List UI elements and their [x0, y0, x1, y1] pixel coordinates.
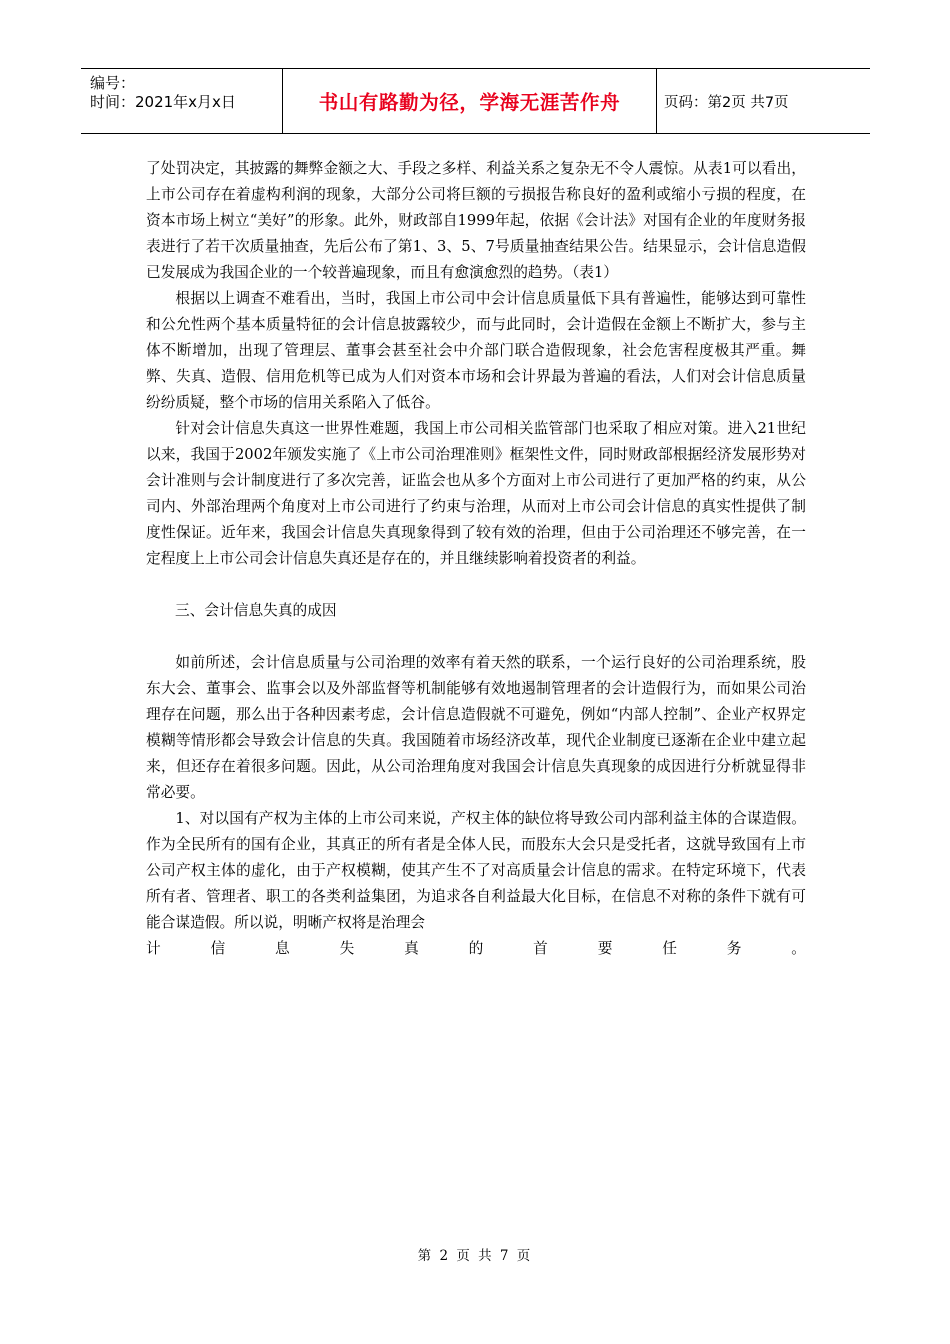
header-motto: 书山有路勤为径，学海无涯苦作舟	[283, 69, 657, 133]
document-body	[146, 156, 806, 962]
paragraph-2: 根据以上调查不难看出，当时，我国上市公司中会计信息质量低下具有普遍性，能够达到可靠性和公允性两个基本质量特征的会计信息披露较少，而与此同时，会计造假在金额上不断扩大，参与主体不断增加，出现了管理层、董事会甚至社会中介部门联合造假现象，社会危害程度极其严重。舞弊、失真、造假、信用危机等已成为人们对资本市场和会计界最为普遍的看法，人们对会计信息质量纷纷质疑，整个市场的信用关系陷入了低谷。	[146, 290, 806, 411]
paragraph-5-last-line: 计信息失真的首要任务。	[146, 940, 806, 957]
header-time-label: 时间：2021年x月x日	[90, 93, 236, 111]
header-page-code: 页码：第2页 共7页	[664, 94, 789, 111]
page-footer: 第 2 页 共 7 页	[417, 1248, 533, 1264]
section-heading: 三、会计信息失真的成因	[175, 602, 337, 619]
paragraph-1: 了处罚决定，其披露的舞弊金额之大、手段之多样、利益关系之复杂无不令人震惊。从表1可以看出，上市公司存在着虚构利润的现象，大部分公司将巨额的亏损报告称良好的盈利或缩小亏损的程度，在资本市场上树立“美好”的形象。此外，财政部自1999年起，依据《会计法》对国有企业的年度财务报表进行了若干次质量抽查，先后公布了第1、3、5、7号质量抽查结果公告。结果显示，会计信息造假已发展成为我国企业的一个较普遍现象，而且有愈演愈烈的趋势。（表1）	[146, 160, 806, 281]
header-meta	[81, 69, 283, 133]
document-header	[81, 68, 870, 134]
header-number-label: 编号：	[90, 74, 136, 92]
paragraph-4: 如前所述，会计信息质量与公司治理的效率有着天然的联系，一个运行良好的公司治理系统，股东大会、董事会、监事会以及外部监督等机制能够有效地遏制管理者的会计造假行为，而如果公司治理存在问题，那么出于各种因素考虑，会计信息造假就不可避免，例如“内部人控制”、企业产权界定模糊等情形都会导致会计信息的失真。我国随着市场经济改革，现代企业制度已逐渐在企业中建立起来，但还存在着很多问题。因此，从公司治理角度对我国会计信息失真现象的成因进行分析就显得非常必要。	[146, 654, 806, 801]
paragraph-3: 针对会计信息失真这一世界性难题，我国上市公司相关监管部门也采取了相应对策。进入21世纪以来，我国于2002年颁发实施了《上市公司治理准则》框架性文件，同时财政部根据经济发展形势对会计准则与会计制度进行了多次完善，证监会也从多个方面对上市公司进行了更加严格的约束，从公司内、外部治理两个角度对上市公司进行了约束与治理，从而对上市公司会计信息的真实性提供了制度性保证。近年来，我国会计信息失真现象得到了较有效的治理，但由于公司治理还不够完善，在一定程度上上市公司会计信息失真还是存在的，并且继续影响着投资者的利益。	[146, 420, 806, 567]
paragraph-5: 1、对以国有产权为主体的上市公司来说，产权主体的缺位将导致公司内部利益主体的合谋造假。作为全民所有的国有企业，其真正的所有者是全体人民，而股东大会只是受托者，这就导致国有上市公司产权主体的虚化，由于产权模糊，使其产生不了对高质量会计信息的需求。在特定环境下，代表所有者、管理者、职工的各类利益集团，为追求各自利益最大化目标，在信息不对称的条件下就有可能合谋造假。所以说，明晰产权将是治理会	[146, 810, 806, 931]
